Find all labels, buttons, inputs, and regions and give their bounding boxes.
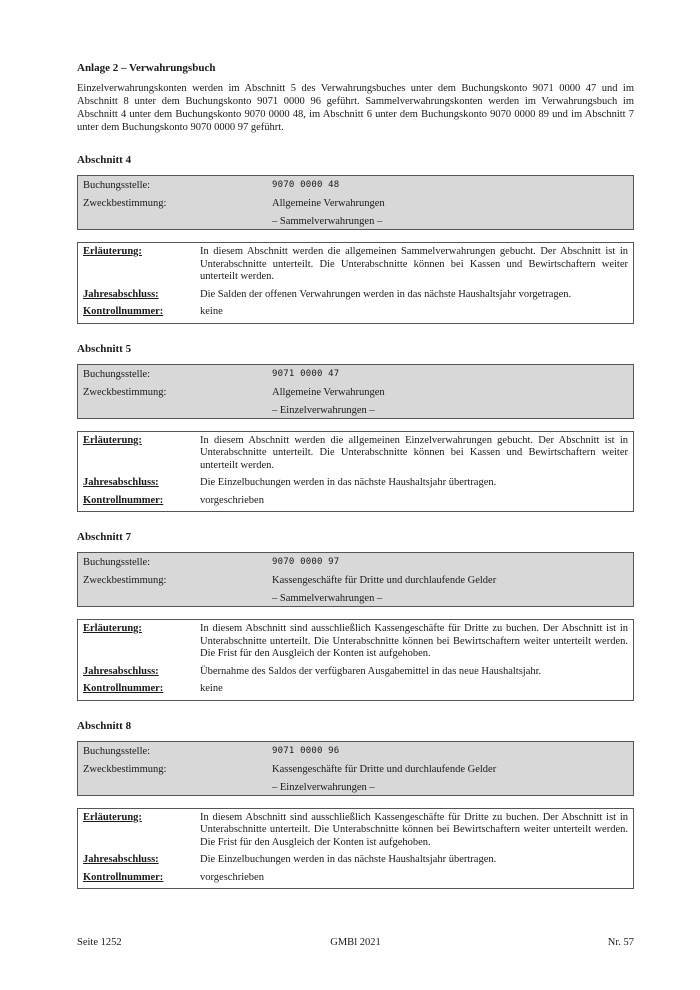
jahresabschluss-label: Jahresabschluss: xyxy=(83,665,159,677)
page-footer xyxy=(77,937,634,951)
intro-paragraph: Einzelverwahrungskonten werden im Abschnitt 5 des Verwahrungsbuches unter dem Buchungskonto 9071 0000 47 und im Abschnitt 8 unter dem Buchungskonto 9071 0000 96 geführt. Sammelverwahrungskonten werden im Verwahrungsbuch im Abschnitt 4 unter dem Buchungskonto 9070 0000 48, im Abschnitt 6 unter dem Buchungskonto 9070 0000 89 und im Abschnitt 7 unter dem Buchungskonto 9070 0000 97 geführt. xyxy=(77,83,634,133)
kontrollnummer-row xyxy=(83,495,628,508)
kontrollnummer-value: vorgeschrieben xyxy=(200,494,264,506)
account-details-box xyxy=(77,242,634,324)
zweckbestimmung-subtitle: – Einzelverwahrungen – xyxy=(272,404,375,416)
erlaeuterung-row xyxy=(83,246,628,284)
erlaeuterung-label: Erläuterung: xyxy=(83,246,142,257)
buchungsstelle-label: Buchungsstelle: xyxy=(83,557,151,568)
section-abschnitt-4 xyxy=(77,154,634,324)
kontrollnummer-label: Kontrollnummer: xyxy=(83,494,164,506)
zweckbestimmung-value: Allgemeine Verwahrungen xyxy=(272,386,385,398)
account-header-box xyxy=(77,175,634,230)
jahresabschluss-value: Die Salden der offenen Verwahrungen werden in das nächste Haushaltsjahr vorgetragen. xyxy=(200,288,572,300)
section-heading: Abschnitt 7 xyxy=(77,531,132,543)
jahresabschluss-value: Die Einzelbuchungen werden in das nächste Haushaltsjahr übertragen. xyxy=(200,854,497,865)
section-abschnitt-8 xyxy=(77,720,634,890)
account-details-box xyxy=(77,808,634,890)
jahresabschluss-value: Übernahme des Saldos der verfügbaren Ausgabemittel in das neue Haushaltsjahr. xyxy=(200,665,542,677)
document-page xyxy=(77,62,634,908)
buchungsstelle-value: 9070 0000 48 xyxy=(272,180,340,190)
erlaeuterung-label: Erläuterung: xyxy=(83,434,142,446)
erlaeuterung-row xyxy=(83,435,628,473)
section-heading: Abschnitt 8 xyxy=(77,719,132,732)
section-heading: Abschnitt 4 xyxy=(77,154,132,166)
erlaeuterung-label: Erläuterung: xyxy=(83,623,142,634)
page-number: Seite 1252 xyxy=(77,937,122,948)
kontrollnummer-value: keine xyxy=(200,683,223,694)
buchungsstelle-label: Buchungsstelle: xyxy=(83,368,151,380)
zweckbestimmung-label: Zweckbestimmung: xyxy=(83,198,167,209)
erlaeuterung-label: Erläuterung: xyxy=(83,811,142,823)
jahresabschluss-label: Jahresabschluss: xyxy=(83,288,159,300)
jahresabschluss-row xyxy=(83,477,628,490)
account-header-box xyxy=(77,364,634,419)
document-title: Anlage 2 – Verwahrungsbuch xyxy=(77,62,216,74)
buchungsstelle-label: Buchungsstelle: xyxy=(83,745,151,757)
account-header-box xyxy=(77,552,634,607)
zweckbestimmung-label: Zweckbestimmung: xyxy=(83,763,167,775)
zweckbestimmung-subtitle: – Sammelverwahrungen – xyxy=(272,216,383,227)
section-abschnitt-7 xyxy=(77,531,634,701)
zweckbestimmung-subtitle: – Sammelverwahrungen – xyxy=(272,593,383,604)
zweckbestimmung-subtitle: – Einzelverwahrungen – xyxy=(272,781,375,793)
kontrollnummer-label: Kontrollnummer: xyxy=(83,683,164,694)
jahresabschluss-label: Jahresabschluss: xyxy=(83,477,159,488)
kontrollnummer-label: Kontrollnummer: xyxy=(83,306,164,317)
section-heading: Abschnitt 5 xyxy=(77,342,132,355)
kontrollnummer-value: vorgeschrieben xyxy=(200,871,264,883)
erlaeuterung-value: In diesem Abschnitt werden die allgemeinen Einzelverwahrungen gebucht. Der Abschnitt ist in Unterabschnitte unterteilt. Die Unterabschnitte können bei Kassen und Bewirtschaftern weiter unterteilt werden. xyxy=(200,434,628,471)
kontrollnummer-row xyxy=(83,872,628,885)
account-details-box xyxy=(77,431,634,513)
publication-name: GMBl 2021 xyxy=(330,937,381,948)
jahresabschluss-label: Jahresabschluss: xyxy=(83,854,159,865)
jahresabschluss-row xyxy=(83,666,628,679)
erlaeuterung-row xyxy=(83,623,628,661)
kontrollnummer-value: keine xyxy=(200,306,223,317)
buchungsstelle-value: 9071 0000 96 xyxy=(272,745,340,756)
erlaeuterung-row xyxy=(83,812,628,850)
kontrollnummer-row xyxy=(83,306,628,319)
jahresabschluss-row xyxy=(83,854,628,867)
kontrollnummer-row xyxy=(83,683,628,696)
erlaeuterung-value: In diesem Abschnitt sind ausschließlich Kassengeschäfte für Dritte zu buchen. Der Abschnitt ist in Unterabschnitte unterteilt. Die Unterabschnitte können bei Bewirtschaftern weiter unterteilt werden. Die Frist für den Ausgleich der Konten ist aufgehoben. xyxy=(200,623,628,659)
erlaeuterung-value: In diesem Abschnitt werden die allgemeinen Sammelverwahrungen gebucht. Der Abschnitt ist in Unterabschnitte unterteilt. Die Unterabschnitte können bei Kassen und Bewirtschaftern weiter unterteilt werden. xyxy=(200,246,628,282)
section-abschnitt-5 xyxy=(77,343,634,513)
account-header-box xyxy=(77,741,634,796)
buchungsstelle-value: 9070 0000 97 xyxy=(272,557,340,567)
account-details-box xyxy=(77,619,634,701)
zweckbestimmung-label: Zweckbestimmung: xyxy=(83,575,167,586)
zweckbestimmung-label: Zweckbestimmung: xyxy=(83,386,167,398)
zweckbestimmung-value: Allgemeine Verwahrungen xyxy=(272,198,385,209)
kontrollnummer-label: Kontrollnummer: xyxy=(83,871,164,883)
zweckbestimmung-value: Kassengeschäfte für Dritte und durchlaufende Gelder xyxy=(272,575,497,586)
erlaeuterung-value: In diesem Abschnitt sind ausschließlich Kassengeschäfte für Dritte zu buchen. Der Abschnitt ist in Unterabschnitte unterteilt. Die Unterabschnitte können bei Bewirtschaftern weiter unterteilt werden. Die Frist für den Ausgleich der Konten ist aufgehoben. xyxy=(200,811,628,848)
zweckbestimmung-value: Kassengeschäfte für Dritte und durchlaufende Gelder xyxy=(272,763,497,775)
buchungsstelle-value: 9071 0000 47 xyxy=(272,368,340,379)
jahresabschluss-row xyxy=(83,289,628,302)
buchungsstelle-label: Buchungsstelle: xyxy=(83,180,151,191)
issue-number: Nr. 57 xyxy=(607,937,634,948)
jahresabschluss-value: Die Einzelbuchungen werden in das nächste Haushaltsjahr übertragen. xyxy=(200,477,497,488)
